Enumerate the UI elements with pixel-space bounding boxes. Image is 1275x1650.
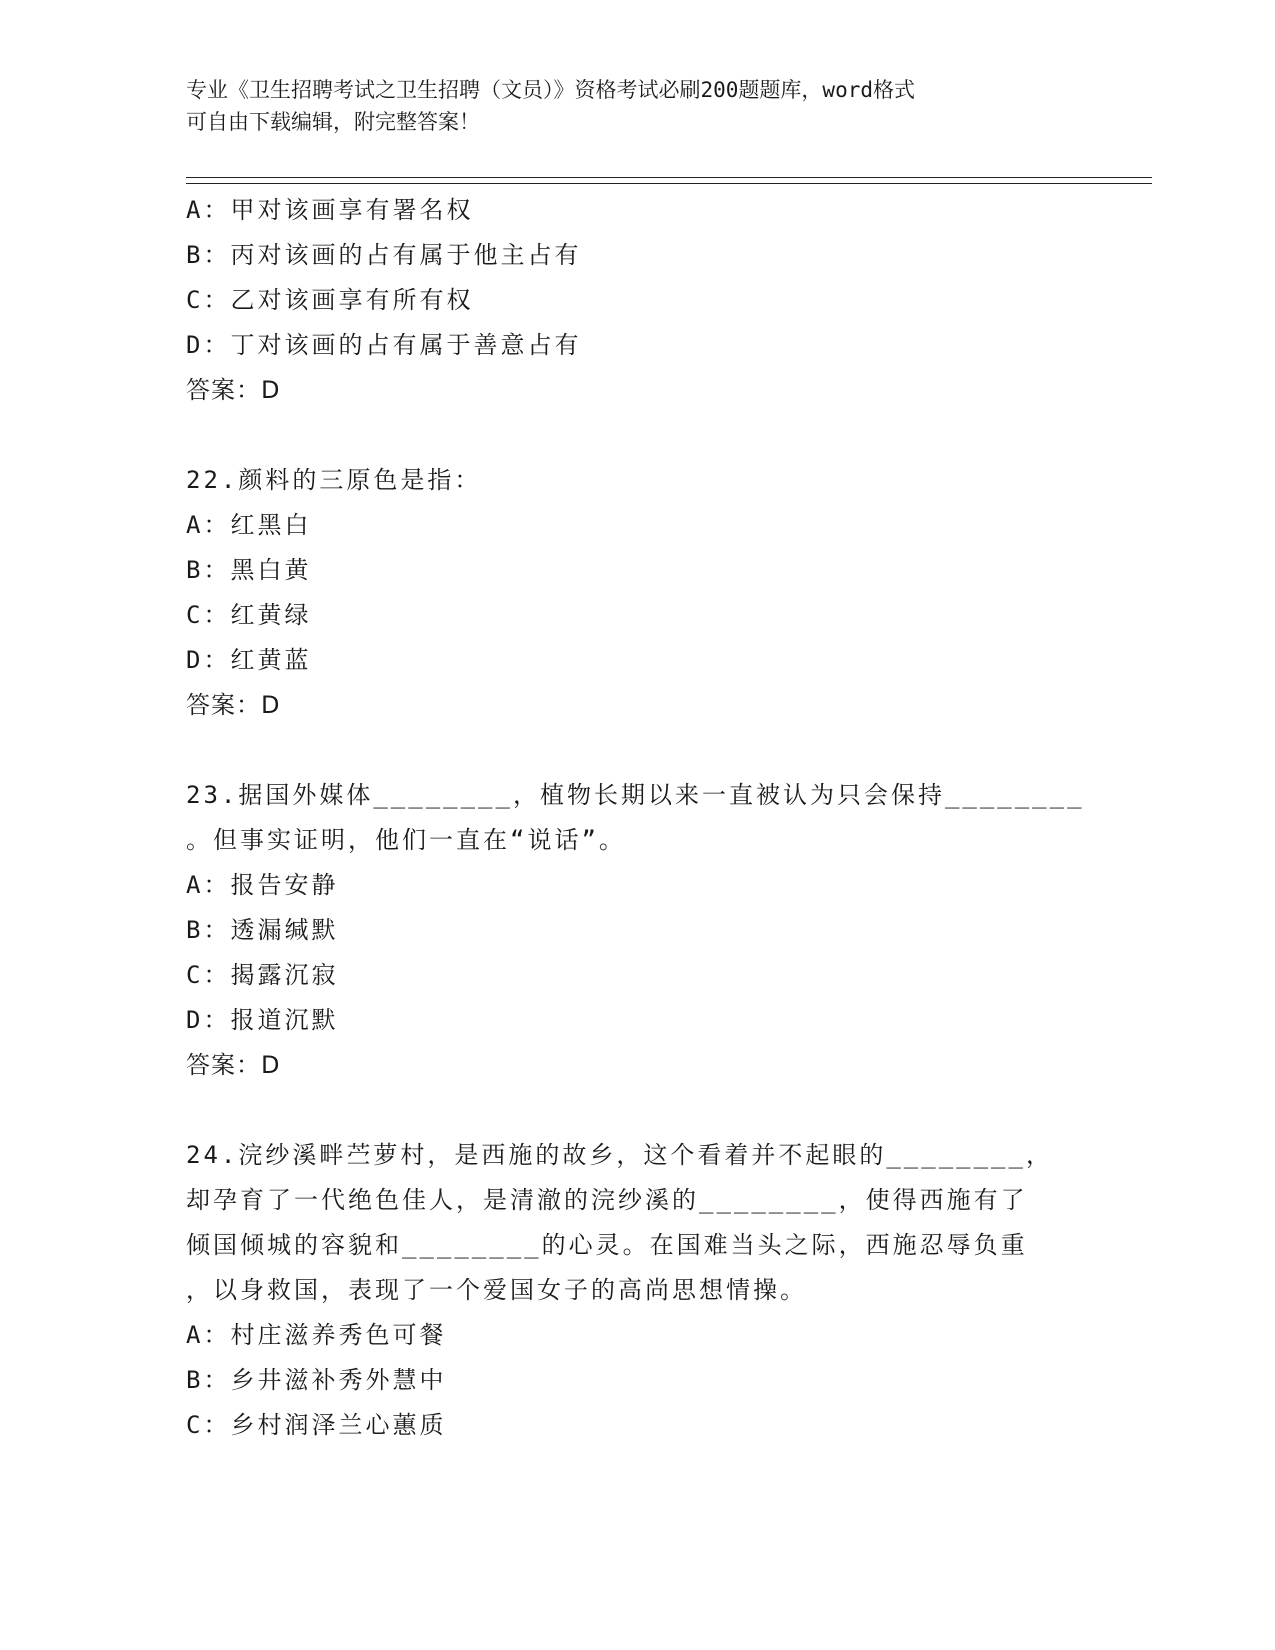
option-c: C：红黄绿 — [186, 601, 312, 629]
option-a: A：红黑白 — [186, 511, 312, 539]
question-stem-line: ，以身救国，表现了一个爱国女子的高尚思想情操。 — [186, 1276, 807, 1304]
spacer — [186, 413, 1106, 458]
question-stem-line: 。但事实证明，他们一直在“说话”。 — [186, 826, 626, 854]
option-b: B：透漏缄默 — [186, 916, 339, 944]
page-header — [186, 74, 1086, 138]
option-a: A：村庄滋养秀色可餐 — [186, 1321, 447, 1349]
spacer — [186, 1088, 1106, 1133]
header-divider-bottom — [186, 183, 1152, 184]
answer: 答案：D — [186, 1051, 281, 1079]
option-b: B：丙对该画的占有属于他主占有 — [186, 241, 582, 269]
question-21 — [186, 188, 1106, 413]
question-22 — [186, 458, 1106, 728]
option-d: D：丁对该画的占有属于善意占有 — [186, 331, 582, 359]
answer: 答案：D — [186, 691, 281, 719]
option-a: A：报告安静 — [186, 871, 339, 899]
question-stem-line: 23.据国外媒体________，植物长期以来一直被认为只会保持________ — [186, 781, 1085, 809]
header-line-1: 专业《卫生招聘考试之卫生招聘（文员）》资格考试必刷200题题库，word格式 — [186, 78, 915, 102]
option-d: D：报道沉默 — [186, 1006, 339, 1034]
option-c: C：乡村润泽兰心蕙质 — [186, 1411, 447, 1439]
option-b: B：黑白黄 — [186, 556, 312, 584]
option-a: A：甲对该画享有署名权 — [186, 196, 474, 224]
question-stem-line: 却孕育了一代绝色佳人，是清澈的浣纱溪的________，使得西施有了 — [186, 1186, 1028, 1214]
question-stem-line: 24.浣纱溪畔苎萝村，是西施的故乡，这个看着并不起眼的________， — [186, 1141, 1053, 1169]
option-c: C：乙对该画享有所有权 — [186, 286, 474, 314]
answer: 答案：D — [186, 376, 281, 404]
option-d: D：红黄蓝 — [186, 646, 312, 674]
option-b: B：乡井滋补秀外慧中 — [186, 1366, 447, 1394]
question-stem-line: 倾国倾城的容貌和________的心灵。在国难当头之际，西施忍辱负重 — [186, 1231, 1028, 1259]
question-list — [186, 188, 1106, 1448]
header-line-2: 可自由下载编辑，附完整答案！ — [186, 110, 480, 134]
question-24 — [186, 1133, 1106, 1448]
option-c: C：揭露沉寂 — [186, 961, 339, 989]
spacer — [186, 728, 1106, 773]
header-divider-top — [186, 177, 1152, 178]
question-23 — [186, 773, 1106, 1088]
question-stem: 22.颜料的三原色是指： — [186, 466, 482, 494]
